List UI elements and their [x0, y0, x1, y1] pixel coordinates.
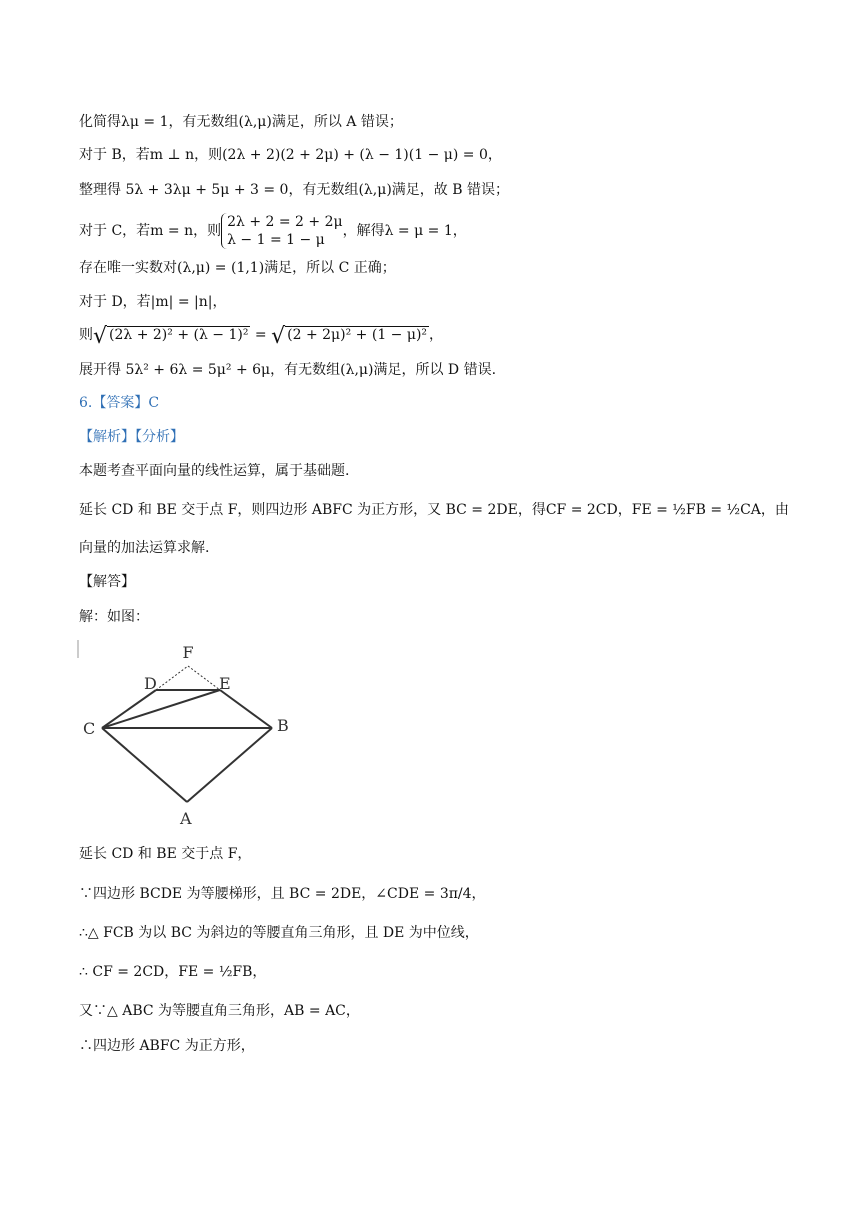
- text-line: [79, 538, 209, 558]
- line-12-b: CF = 2CD，FE = ½FB = ½CA，由: [545, 502, 789, 518]
- sqrt-icon: √: [93, 324, 108, 349]
- text-line: [79, 112, 403, 132]
- label-E: E: [219, 674, 231, 693]
- line-8: 展开得 5λ² + 6λ = 5μ² + 6μ，有无数组(λ,μ)满足，所以 D 错误.: [79, 362, 497, 378]
- text-line: [79, 180, 509, 200]
- solution-label: 【解答】: [79, 574, 135, 590]
- line-4-post: ，解得λ = μ = 1，: [342, 223, 467, 239]
- line-4-pre: 对于 C，若m = n，则: [79, 223, 222, 239]
- geometry-figure: [74, 638, 314, 828]
- line-20: 又∵△ ABC 为等腰直角三角形，AB = AC，: [79, 1003, 360, 1019]
- equals-sign: =: [250, 327, 272, 343]
- text-line: [79, 844, 251, 864]
- line-12-a: 延长 CD 和 BE 交于点 F，则四边形 ABFC 为正方形，又 BC = 2DE，得: [79, 502, 546, 518]
- text-line: [79, 500, 789, 520]
- sqrt-icon: √: [271, 324, 286, 349]
- line-15: 解：如图：: [79, 609, 149, 625]
- text-line: [79, 962, 266, 982]
- segment-CE: [102, 690, 220, 728]
- equation-system: [221, 213, 343, 249]
- dashed-line-DF: [156, 666, 188, 690]
- text-line: [79, 258, 396, 278]
- line-21: ∴四边形 ABFC 为正方形，: [79, 1038, 255, 1054]
- line-6: 对于 D，若|m| = |n|，: [79, 294, 227, 310]
- text-line: [79, 325, 443, 347]
- text-line: [79, 607, 149, 627]
- radicand-left: (2λ + 2)² + (λ − 1)²: [109, 327, 249, 343]
- text-line: [79, 1001, 360, 1021]
- label-D: D: [144, 674, 157, 693]
- analysis-heading: [79, 427, 184, 447]
- dashed-line-FE: [188, 666, 220, 690]
- text-line: [79, 145, 502, 165]
- segment-EB: [220, 690, 272, 728]
- text-line: [79, 292, 226, 312]
- analysis-label: 【解析】【分析】: [79, 429, 184, 445]
- text-line: [79, 923, 479, 943]
- line-17: ∵四边形 BCDE 为等腰梯形，且 BC = 2DE，∠CDE = 3π/4，: [79, 886, 486, 902]
- line-13: 向量的加法运算求解.: [79, 540, 210, 556]
- label-C: C: [83, 719, 96, 738]
- label-B: B: [277, 716, 289, 735]
- system-eq-1: 2λ + 2 = 2 + 2μ: [227, 214, 343, 230]
- line-1: 化简得λμ = 1，有无数组(λ,μ)满足，所以 A 错误；: [79, 114, 403, 130]
- line-2: 对于 B，若m ⊥ n，则(2λ + 2)(2 + 2μ) + (λ − 1)(1 − μ) = 0，: [79, 147, 502, 163]
- line-7-post: ，: [429, 327, 444, 343]
- solution-heading: [79, 572, 135, 592]
- line-7-pre: 则: [79, 327, 93, 343]
- label-A: A: [180, 809, 192, 828]
- text-line: [79, 360, 496, 380]
- text-line: [79, 461, 349, 481]
- line-3: 整理得 5λ + 3λμ + 5μ + 3 = 0，有无数组(λ,μ)满足，故 B 错误；: [79, 182, 509, 198]
- answer-heading: [79, 393, 159, 413]
- segment-CD: [102, 690, 156, 728]
- line-5: 存在唯一实数对(λ,μ) = (1,1)满足，所以 C 正确；: [79, 260, 396, 276]
- answer-label: 6.【答案】C: [79, 395, 160, 411]
- segment-BA: [187, 728, 272, 802]
- line-18: ∴△ FCB 为以 BC 为斜边的等腰直角三角形，且 DE 为中位线，: [79, 925, 479, 941]
- system-eq-2: λ − 1 = 1 − μ: [227, 232, 325, 248]
- line-11: 本题考查平面向量的线性运算，属于基础题.: [79, 463, 350, 479]
- label-F: F: [182, 643, 194, 662]
- line-16: 延长 CD 和 BE 交于点 F，: [79, 846, 252, 862]
- text-line: [79, 213, 467, 249]
- text-line: [79, 884, 486, 904]
- radicand-right: (2 + 2μ)² + (1 − μ)²: [287, 327, 428, 343]
- line-19: ∴ CF = 2CD，FE = ½FB，: [79, 964, 267, 980]
- text-line: [79, 1036, 255, 1056]
- segment-CA: [102, 728, 187, 802]
